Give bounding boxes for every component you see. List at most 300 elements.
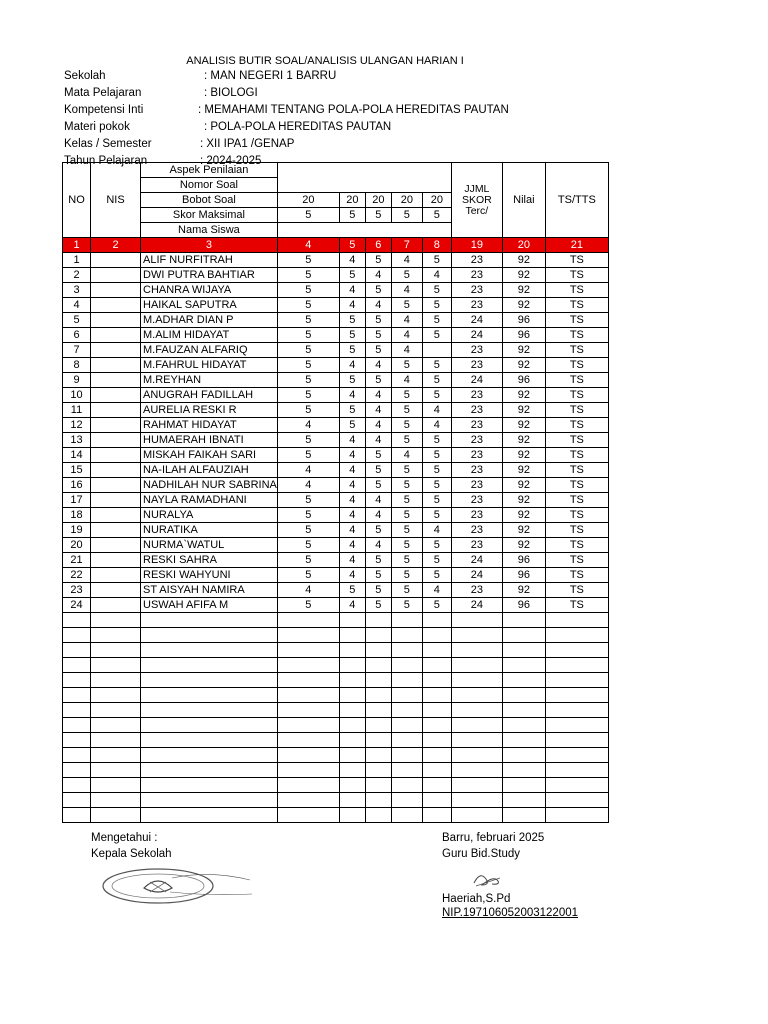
total-score: 23 xyxy=(451,388,502,403)
score-cell: 5 xyxy=(422,358,451,373)
empty-cell xyxy=(451,808,502,823)
info-value: : MEMAHAMI TENTANG POLA-POLA HEREDITAS PAUTAN xyxy=(198,104,509,116)
table-row xyxy=(63,583,609,598)
info-label: Kelas / Semester xyxy=(64,138,152,150)
empty-cell xyxy=(391,688,422,703)
score-cell: 5 xyxy=(277,538,339,553)
empty-cell xyxy=(339,658,365,673)
empty-cell xyxy=(91,748,141,763)
empty-row xyxy=(63,808,609,823)
student-name: CHANRA WIJAYA xyxy=(141,283,278,298)
empty-cell xyxy=(422,718,451,733)
nilai-cell: 92 xyxy=(502,433,545,448)
table-row xyxy=(63,373,609,388)
nilai-cell: 96 xyxy=(502,313,545,328)
total-score: 23 xyxy=(451,463,502,478)
empty-cell xyxy=(502,763,545,778)
ts-cell: TS xyxy=(545,388,608,403)
empty-cell xyxy=(422,808,451,823)
score-cell: 4 xyxy=(391,448,422,463)
score-cell: 5 xyxy=(277,283,339,298)
empty-cell xyxy=(391,778,422,793)
empty-row xyxy=(63,778,609,793)
score-cell: 4 xyxy=(391,343,422,358)
row-no: 12 xyxy=(63,418,91,433)
row-nis xyxy=(91,253,141,268)
row-no: 22 xyxy=(63,568,91,583)
empty-cell xyxy=(545,643,608,658)
column-number-cell: 5 xyxy=(339,238,365,253)
empty-cell xyxy=(502,613,545,628)
empty-cell xyxy=(545,718,608,733)
empty-cell xyxy=(63,793,91,808)
info-value: : MAN NEGERI 1 BARRU xyxy=(204,70,337,82)
score-cell: 5 xyxy=(422,568,451,583)
footer-place-date: Barru, februari 2025 xyxy=(442,832,545,844)
empty-cell xyxy=(365,643,391,658)
score-cell: 5 xyxy=(365,463,391,478)
empty-cell xyxy=(339,688,365,703)
student-name: DWI PUTRA BAHTIAR xyxy=(141,268,278,283)
score-cell: 5 xyxy=(277,598,339,613)
empty-cell xyxy=(365,763,391,778)
empty-cell xyxy=(545,688,608,703)
table-row xyxy=(63,283,609,298)
column-number-cell: 1 xyxy=(63,238,91,253)
score-cell: 5 xyxy=(339,268,365,283)
empty-cell xyxy=(339,718,365,733)
score-cell: 5 xyxy=(391,268,422,283)
score-cell: 5 xyxy=(391,568,422,583)
total-score: 23 xyxy=(451,523,502,538)
score-cell: 4 xyxy=(339,598,365,613)
row-nis xyxy=(91,358,141,373)
skor-max-cell: 5 xyxy=(277,208,339,223)
table-row xyxy=(63,268,609,283)
empty-cell xyxy=(141,733,278,748)
score-cell: 4 xyxy=(365,388,391,403)
empty-cell xyxy=(339,613,365,628)
empty-cell xyxy=(63,673,91,688)
empty-cell xyxy=(91,718,141,733)
empty-cell xyxy=(277,718,339,733)
column-number-row xyxy=(63,238,609,253)
empty-cell xyxy=(365,613,391,628)
empty-cell xyxy=(545,808,608,823)
empty-cell xyxy=(277,643,339,658)
empty-cell xyxy=(391,748,422,763)
ts-cell: TS xyxy=(545,598,608,613)
row-nis xyxy=(91,493,141,508)
row-no: 7 xyxy=(63,343,91,358)
score-cell: 4 xyxy=(339,388,365,403)
empty-cell xyxy=(545,613,608,628)
row-nis xyxy=(91,478,141,493)
ts-cell: TS xyxy=(545,298,608,313)
score-cell: 5 xyxy=(422,298,451,313)
empty-cell xyxy=(91,613,141,628)
nilai-cell: 92 xyxy=(502,478,545,493)
table-row xyxy=(63,568,609,583)
total-score: 24 xyxy=(451,373,502,388)
student-name: NURALYA xyxy=(141,508,278,523)
ts-cell: TS xyxy=(545,268,608,283)
score-cell: 4 xyxy=(365,508,391,523)
empty-cell xyxy=(365,778,391,793)
empty-cell xyxy=(277,628,339,643)
nilai-cell: 92 xyxy=(502,358,545,373)
student-name: RESKI SAHRA xyxy=(141,553,278,568)
skor-max-cell: 5 xyxy=(339,208,365,223)
empty-cell xyxy=(63,733,91,748)
empty-cell xyxy=(391,793,422,808)
info-value: : BIOLOGI xyxy=(204,87,258,99)
row-no: 14 xyxy=(63,448,91,463)
empty-cell xyxy=(63,628,91,643)
empty-cell xyxy=(451,658,502,673)
score-cell: 5 xyxy=(277,508,339,523)
score-cell: 4 xyxy=(365,538,391,553)
empty-cell xyxy=(422,748,451,763)
empty-cell xyxy=(502,628,545,643)
empty-cell xyxy=(141,778,278,793)
score-cell: 5 xyxy=(391,553,422,568)
empty-cell xyxy=(277,613,339,628)
score-cell: 5 xyxy=(422,328,451,343)
empty-cell xyxy=(422,763,451,778)
page-title: ANALISIS BUTIR SOAL/ANALISIS ULANGAN HARIAN I xyxy=(186,55,464,67)
score-cell: 4 xyxy=(339,493,365,508)
row-nis xyxy=(91,583,141,598)
empty-cell xyxy=(502,718,545,733)
table-row xyxy=(63,553,609,568)
column-number-cell: 21 xyxy=(545,238,608,253)
header-nomor-soal: Nomor Soal xyxy=(141,178,278,193)
bobot-cell: 20 xyxy=(422,193,451,208)
total-score: 24 xyxy=(451,313,502,328)
table-row xyxy=(63,463,609,478)
row-nis xyxy=(91,313,141,328)
score-cell: 5 xyxy=(277,343,339,358)
score-cell: 4 xyxy=(339,298,365,313)
total-score: 23 xyxy=(451,583,502,598)
row-nis xyxy=(91,448,141,463)
total-score: 23 xyxy=(451,268,502,283)
student-name: NA-ILAH ALFAUZIAH xyxy=(141,463,278,478)
student-name: M.FAUZAN ALFARIQ xyxy=(141,343,278,358)
empty-cell xyxy=(91,628,141,643)
empty-cell xyxy=(339,643,365,658)
score-cell: 5 xyxy=(277,313,339,328)
info-label: Kompetensi Inti xyxy=(64,104,144,116)
empty-cell xyxy=(277,778,339,793)
column-number-cell: 19 xyxy=(451,238,502,253)
bobot-cell: 20 xyxy=(391,193,422,208)
teacher-name: Haeriah,S.Pd xyxy=(442,893,511,905)
score-cell: 4 xyxy=(391,283,422,298)
score-cell: 5 xyxy=(277,253,339,268)
score-cell: 5 xyxy=(339,313,365,328)
column-number-cell: 7 xyxy=(391,238,422,253)
empty-cell xyxy=(502,778,545,793)
student-name: ST AISYAH NAMIRA xyxy=(141,583,278,598)
empty-cell xyxy=(141,673,278,688)
empty-cell xyxy=(141,763,278,778)
empty-cell xyxy=(339,748,365,763)
score-cell: 5 xyxy=(391,493,422,508)
column-number-cell: 4 xyxy=(277,238,339,253)
row-no: 8 xyxy=(63,358,91,373)
empty-cell xyxy=(63,718,91,733)
total-score: 23 xyxy=(451,283,502,298)
header-nama-fill xyxy=(277,223,451,238)
row-no: 10 xyxy=(63,388,91,403)
score-cell: 4 xyxy=(422,403,451,418)
score-cell: 5 xyxy=(365,478,391,493)
empty-cell xyxy=(391,703,422,718)
student-name: ANUGRAH FADILLAH xyxy=(141,388,278,403)
row-no: 21 xyxy=(63,553,91,568)
empty-row xyxy=(63,763,609,778)
empty-cell xyxy=(422,733,451,748)
empty-cell xyxy=(391,808,422,823)
score-cell: 5 xyxy=(391,598,422,613)
empty-cell xyxy=(545,763,608,778)
row-nis xyxy=(91,523,141,538)
info-value: : XII IPA1 /GENAP xyxy=(200,138,295,150)
score-cell: 5 xyxy=(365,568,391,583)
table-row xyxy=(63,433,609,448)
total-score: 23 xyxy=(451,343,502,358)
score-cell: 4 xyxy=(277,478,339,493)
total-score: 23 xyxy=(451,433,502,448)
score-cell: 5 xyxy=(422,253,451,268)
empty-cell xyxy=(91,733,141,748)
empty-cell xyxy=(451,673,502,688)
table-row xyxy=(63,403,609,418)
empty-cell xyxy=(91,703,141,718)
score-cell: 5 xyxy=(391,523,422,538)
empty-cell xyxy=(502,793,545,808)
empty-cell xyxy=(339,703,365,718)
row-nis xyxy=(91,553,141,568)
empty-cell xyxy=(451,733,502,748)
empty-row xyxy=(63,688,609,703)
score-cell: 4 xyxy=(277,463,339,478)
score-cell: 4 xyxy=(339,568,365,583)
score-cell: 5 xyxy=(277,553,339,568)
score-cell: 4 xyxy=(339,463,365,478)
row-no: 3 xyxy=(63,283,91,298)
score-cell: 5 xyxy=(391,298,422,313)
score-cell: 5 xyxy=(391,388,422,403)
empty-cell xyxy=(502,673,545,688)
total-score: 24 xyxy=(451,328,502,343)
empty-row xyxy=(63,658,609,673)
empty-cell xyxy=(365,673,391,688)
student-name: AURELIA RESKI R xyxy=(141,403,278,418)
table-row xyxy=(63,343,609,358)
ts-cell: TS xyxy=(545,568,608,583)
column-number-cell: 3 xyxy=(141,238,278,253)
score-cell: 5 xyxy=(365,253,391,268)
empty-cell xyxy=(422,673,451,688)
row-no: 9 xyxy=(63,373,91,388)
score-cell: 5 xyxy=(422,598,451,613)
student-name: USWAH AFIFA M xyxy=(141,598,278,613)
empty-cell xyxy=(91,793,141,808)
table-row xyxy=(63,478,609,493)
row-nis xyxy=(91,343,141,358)
ts-cell: TS xyxy=(545,538,608,553)
empty-cell xyxy=(141,613,278,628)
empty-cell xyxy=(365,703,391,718)
empty-cell xyxy=(422,703,451,718)
skor-max-cell: 5 xyxy=(422,208,451,223)
ts-cell: TS xyxy=(545,583,608,598)
empty-cell xyxy=(502,658,545,673)
header-nis: NIS xyxy=(91,163,141,238)
ts-cell: TS xyxy=(545,433,608,448)
empty-cell xyxy=(63,778,91,793)
score-cell: 5 xyxy=(365,523,391,538)
empty-row xyxy=(63,793,609,808)
empty-cell xyxy=(339,733,365,748)
row-nis xyxy=(91,283,141,298)
total-score: 23 xyxy=(451,538,502,553)
row-nis xyxy=(91,403,141,418)
empty-cell xyxy=(277,808,339,823)
ts-cell: TS xyxy=(545,253,608,268)
student-name: HAIKAL SAPUTRA xyxy=(141,298,278,313)
row-nis xyxy=(91,373,141,388)
empty-cell xyxy=(339,808,365,823)
bobot-cell: 20 xyxy=(277,193,339,208)
score-cell: 4 xyxy=(365,298,391,313)
row-no: 19 xyxy=(63,523,91,538)
score-cell: 5 xyxy=(277,268,339,283)
score-cell: 4 xyxy=(365,418,391,433)
nilai-cell: 92 xyxy=(502,403,545,418)
table-row xyxy=(63,328,609,343)
row-no: 13 xyxy=(63,433,91,448)
table-row xyxy=(63,418,609,433)
row-no: 23 xyxy=(63,583,91,598)
row-nis xyxy=(91,418,141,433)
student-name: NURMA`WATUL xyxy=(141,538,278,553)
nilai-cell: 92 xyxy=(502,298,545,313)
student-name: MISKAH FAIKAH SARI xyxy=(141,448,278,463)
empty-cell xyxy=(451,628,502,643)
nilai-cell: 92 xyxy=(502,583,545,598)
ts-cell: TS xyxy=(545,553,608,568)
empty-cell xyxy=(91,688,141,703)
empty-row xyxy=(63,718,609,733)
empty-cell xyxy=(451,778,502,793)
empty-cell xyxy=(141,793,278,808)
info-label: Sekolah xyxy=(64,70,106,82)
score-cell: 5 xyxy=(391,433,422,448)
nilai-cell: 92 xyxy=(502,388,545,403)
empty-cell xyxy=(422,613,451,628)
empty-cell xyxy=(63,808,91,823)
row-nis xyxy=(91,298,141,313)
ts-cell: TS xyxy=(545,328,608,343)
empty-cell xyxy=(63,658,91,673)
nilai-cell: 92 xyxy=(502,538,545,553)
score-cell: 4 xyxy=(422,268,451,283)
info-label: Mata Pelajaran xyxy=(64,87,142,99)
empty-cell xyxy=(339,763,365,778)
score-cell: 5 xyxy=(277,403,339,418)
empty-cell xyxy=(422,688,451,703)
info-value: : POLA-POLA HEREDITAS PAUTAN xyxy=(204,121,392,133)
header-jml-skor: JJML SKOR Terc/ xyxy=(451,163,502,238)
table-row xyxy=(63,493,609,508)
column-number-cell: 20 xyxy=(502,238,545,253)
total-score: 23 xyxy=(451,508,502,523)
empty-cell xyxy=(277,673,339,688)
row-nis xyxy=(91,568,141,583)
empty-cell xyxy=(391,643,422,658)
empty-cell xyxy=(451,643,502,658)
score-cell: 5 xyxy=(277,433,339,448)
student-name: RESKI WAHYUNI xyxy=(141,568,278,583)
row-nis xyxy=(91,328,141,343)
total-score: 23 xyxy=(451,253,502,268)
score-cell: 5 xyxy=(391,463,422,478)
table-row xyxy=(63,448,609,463)
header-ts-tts: TS/TTS xyxy=(545,163,608,238)
score-cell: 4 xyxy=(391,313,422,328)
row-no: 20 xyxy=(63,538,91,553)
score-cell: 5 xyxy=(365,328,391,343)
empty-cell xyxy=(545,703,608,718)
empty-cell xyxy=(277,793,339,808)
score-cell: 5 xyxy=(277,373,339,388)
score-cell: 5 xyxy=(365,448,391,463)
nilai-cell: 96 xyxy=(502,328,545,343)
score-cell: 5 xyxy=(365,583,391,598)
score-cell: 4 xyxy=(365,493,391,508)
row-nis xyxy=(91,268,141,283)
info-label: Materi pokok xyxy=(64,121,130,133)
empty-cell xyxy=(339,628,365,643)
score-cell: 5 xyxy=(339,328,365,343)
score-cell: 4 xyxy=(365,403,391,418)
score-cell: 5 xyxy=(391,358,422,373)
column-number-cell: 8 xyxy=(422,238,451,253)
empty-row xyxy=(63,733,609,748)
row-nis xyxy=(91,433,141,448)
empty-cell xyxy=(339,778,365,793)
row-nis xyxy=(91,508,141,523)
empty-cell xyxy=(141,718,278,733)
empty-row xyxy=(63,613,609,628)
row-no: 6 xyxy=(63,328,91,343)
empty-cell xyxy=(91,643,141,658)
empty-cell xyxy=(422,658,451,673)
empty-cell xyxy=(545,793,608,808)
header-no: NO xyxy=(63,163,91,238)
empty-row xyxy=(63,628,609,643)
score-cell: 4 xyxy=(422,523,451,538)
nilai-cell: 92 xyxy=(502,268,545,283)
empty-cell xyxy=(422,643,451,658)
score-cell: 5 xyxy=(365,598,391,613)
empty-cell xyxy=(545,733,608,748)
empty-cell xyxy=(502,703,545,718)
